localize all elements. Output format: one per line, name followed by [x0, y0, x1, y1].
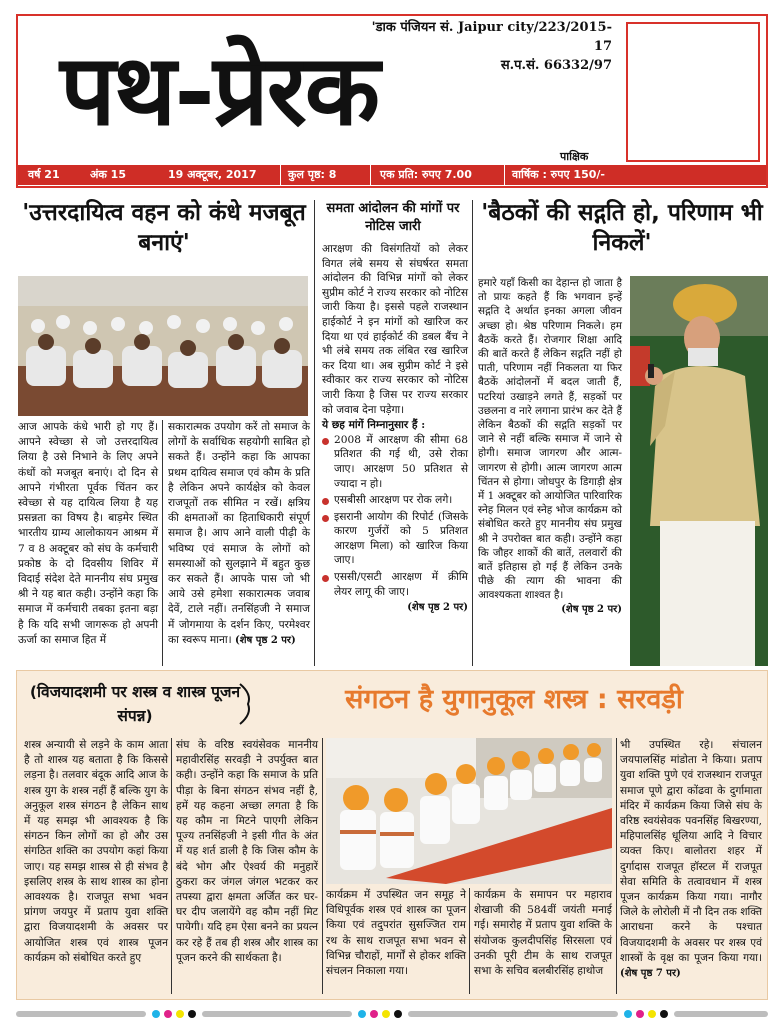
continued-link[interactable]: (शेष पृष्ठ 2 पर): [407, 602, 468, 614]
article4-headline: संगठन है युगानुकूल शस्त्र : सरवड़ी: [345, 684, 683, 715]
continued-link[interactable]: (शेष पृष्ठ 2 पर): [561, 603, 622, 615]
article4-column-3: कार्यक्रम में उपस्थित जन समूह ने विधिपूर्वक शस्त्र एवं शास्त्र का पूजन किया एवं तदुपरांत सुसज्जित राम रथ के साथ राजपूत सभा भवन से विभिन्न चौराहों, मार्गों से होकर शक्ति संचलन निकाला गया।: [326, 889, 466, 978]
continued-link[interactable]: (शेष पृष्ठ 2 पर): [234, 634, 296, 646]
periodicity-label: पाक्षिक: [560, 150, 589, 163]
article1-column-2-text: सकारात्मक उपयोग करें तो समाज के लोगों के सर्वाधिक सहयोगी साबित हो सकते हैं। उन्होंने कहा कि आपका प्रथम दायित्व समाज एवं कौम के प्रति है लेकिन अपने कार्यक्षेत्र को केवल राजपूतों तक सीमित न रखें। क्षत्रिय की क्षमताओं का हिताधिकारी संपूर्ण समाज है। आप आने वाली पीढ़ी के भविष्य एवं समाज के लोगों को समस्याओं को सुलझाने में बहुत कुछ कर सकते हैं। आपके पास जो भी आये उसे हमेशा सकारात्मक जवाब देवें, टाले नहीं। तनसिंहजी ने समाज में जोगमाया के दर्शन किए, परमेश्वर का स्वरूप माना।: [168, 421, 310, 646]
article2-headline: समता आंदोलन की मांगों पर नोटिस जारी: [326, 201, 460, 234]
article1-headline: 'उत्तरदायित्व वहन को कंधे मजबूत बनाएं': [22, 200, 306, 256]
divider: [370, 165, 371, 185]
article4-photo: [326, 738, 612, 884]
article4-column-1: शस्त्र अन्यायी से लड़ने के काम आता है तो शास्त्र यह बताता है कि किससे लड़ना है। तलवार बंदूक आदि आज के शस्त्र युग के शस्त्र नहीं हैं बल्कि युग के अनुकूल शस्त्र संगठन है लेकिन साथ में यह समझ भी आवश्यक है कि संगठन किन लोगों का हो और उस संगठित शक्ति का उपयोग कहां किया जाए। यह समझ शास्त्र से ही संभव है इसलिए शस्त्र के साथ शास्त्र का होना आवश्यक है। राजपूत सभा भवन प्रांगण जयपुर में प्रताप युवा शक्ति द्वारा विजयादशमी के अवसर पर आयोजित शस्त्र एवं शास्त्र पूजन कार्यक्रम को संबोधित करते हुए: [24, 739, 168, 964]
column-rule: [469, 888, 470, 994]
article4-column-4: कार्यक्रम के समापन पर महाराव शेखाजी की 584वीं जयंती मनाई गई। समारोह में प्रताप युवा शक्ति के संयोजक कुलदीपसिंह सिरसला एवं उनकी पूरी टीम के साथ राजपूत सभा के सचिव बलबीरसिंह हाथोज: [474, 889, 612, 978]
continued-link[interactable]: (शेष पृष्ठ 7 पर): [620, 968, 681, 980]
column-rule: [472, 200, 473, 666]
article3-headline: 'बैठकों की सद्गति हो, परिणाम भी निकलें': [481, 200, 763, 256]
newspaper-title: पथ-प्रेरक: [60, 33, 379, 148]
demand-item: एसबीसी आरक्षण पर रोक लगे।: [322, 493, 468, 508]
article4-subhead: (विजयादशमी पर शस्त्र व शास्त्र पूजन संपन्न): [29, 683, 241, 725]
issue-label: अंक 15: [90, 168, 126, 181]
divider: [280, 165, 281, 185]
column-rule: [314, 200, 315, 666]
annual-price-label: वार्षिक : रुपए 150/-: [512, 168, 605, 181]
article1-photo: [18, 276, 308, 416]
date-label: 19 अक्टूबर, 2017: [168, 168, 257, 181]
article3-text: हमारे यहाँ किसी का देहान्त हो जाता है तो प्रायः कहते हैं कि भगवान इन्हें सद्गति दे अर्थात इनका अगला जीवन अच्छा हो। श्रेष्ठ परिणाम निकले। हम बैठकें करते हैं। रोजगार शिक्षा आदि की बातें करते हैं लेकिन सद्गति नहीं हो पाती, परिणाम नहीं निकलता या फिर बैठकें आंदोलनों में बदल जाती हैं, पटरियां उखाड़ने लगते हैं, सड़कों पर उछलना व नारे लगाना प्रारंभ कर देते हैं लेकिन बैठकों की सद्गति सड़कों पर जाने से नहीं बल्कि समाज में जाने से होगी। समाज जागरण और आत्म-जागरण से होगी। आत्म जागरण आत्म चिंतन से होगा। जोधपुर के डिगाड़ी क्षेत्र में 1 अक्टूबर को आयोजित पारिवारिक स्नेह मिलन एवं स्नेह भोज कार्यक्रम को संबोधित करते हुए माननीय संघ प्रमुख श्री ने उपरोक्त बात कही। उन्होंने कहा कि जौहर शाकों की बातें, तलवारों की बातें इतिहास हो गई हैं लेकिन उनके पीछे की त्याग की भावना की आवश्यकता शाश्वत है।: [478, 277, 622, 602]
pages-label: कुल पृष्ठ: 8: [288, 168, 337, 181]
article1-column-1: आज आपके कंधे भारी हो गए हैं। आपने स्वेच्छा से जो उत्तरदायित्व लिया है उसे निभाने के लिए अपने कंधों को मजबूत बनाएं। दो दिन से आपने गंभीरता पूर्वक चिंतन कर स्वेच्छा से यह दायित्व लिया है यह प्रसन्नता का विषय है। बाड़मेर स्थित भारतीय ग्राम्य आलोकायन आश्रम में 7 व 8 अक्टूबर को संघ के कर्मचारी प्रकोष्ठ के दो दिवसीय शिविर में विदाई संदेश देते माननीय संघ प्रमुख श्री ने यह बात कही। उन्होंने कहा कि समाज में कर्मचारी तबका इतना बड़ा है कि यदि सभी जागरूक हो अपनी ऊर्जा का समाज हित में: [18, 421, 158, 646]
article3-body: [478, 276, 622, 617]
issue-info-bar: [18, 165, 766, 185]
ad-box: [626, 22, 760, 162]
demand-item: एससी/एसटी आरक्षण में क्रीमि लेयर लागू की जाए।: [322, 570, 468, 599]
article4-column-5: [620, 738, 762, 981]
column-rule: [322, 738, 323, 994]
print-registration-bar: [16, 1004, 768, 1014]
divider: [504, 165, 505, 185]
year-label: वर्ष 21: [28, 168, 60, 181]
column-rule: [171, 738, 172, 994]
demand-item: इसरानी आयोग की रिपोर्ट (जिसके कारण गुर्जरों को 5 प्रतिशत आरक्षण मिला) को खारिज किया जाए।: [322, 510, 468, 568]
postal-registration: 'डाक पंजियन सं. Jaipur city/223/2015-17 स.प.सं. 66332/97: [371, 20, 612, 73]
demands-heading: ये छह मांगें निम्नानुसार हैं :: [322, 419, 426, 432]
brace-decoration: [236, 682, 256, 726]
article1-column-2: [168, 420, 310, 648]
article3-photo: [630, 276, 768, 666]
article2-body: [322, 242, 468, 616]
demand-item: 2008 में आरक्षण की सीमा 68 प्रतिशत की गई थी, उसे रोका जाए। आरक्षण 50 प्रतिशत से ज्यादा न हो।: [322, 433, 468, 491]
column-rule: [616, 738, 617, 994]
column-rule: [162, 420, 163, 666]
single-price-label: एक प्रति: रुपए 7.00: [380, 168, 472, 181]
article4-column-5-text: भी उपस्थित रहे। संचालन जयपालसिंह मांडोता ने किया। प्रताप युवा शक्ति पुणे एवं राजस्थान राजपूत समाज पूणे द्वारा कोंढवा के दुर्गामाता मंदिर में कार्यक्रम किया जिसे संघ के वरिष्ठ स्वयंसेवक पवनसिंह बिखरण्या, महिपालसिंह धूलिया आदि ने विचार व्यक्त किए। बालोतरा शहर में दुर्गादास राजपूत हॉस्टल में राजपूत सेवा समिति के तत्वावधान में शस्त्र पूजन कार्यक्रम किया गया। नागौर जिले के लोरोली में नौ दिन तक शक्ति आराधना करने के पश्चात विजयादशमी के अवसर पर शस्त्र एवं शास्त्रों के वृक्ष का पूजन किया गया।: [620, 739, 762, 964]
article2-intro: आरक्षण की विसंगतियों को लेकर विगत लंबे समय से संघर्षरत समता आंदोलन की विभिन्न मांगों को लेकर सुप्रीम कोर्ट ने राज्य सरकार को नोटिस जारी किया है। इससे पहले राजस्थान हाईकोर्ट ने इन मांगों को खारिज कर दिया था एवं हाईकोर्ट की डबल बैंच ने भी लंबे समय तक लंबित रख खारिज कर दिया था। अब सुप्रीम कोर्ट ने इसे स्वीकार कर राज्य सरकार को नोटिस जारी किया है जिस पर राज्य सरकार को जवाब देना पड़ेगा।: [322, 243, 468, 416]
article4-column-2: संघ के वरिष्ठ स्वयंसेवक माननीय महावीरसिंह सरवड़ी ने उपर्युक्त बात कही। उन्होंने कहा कि समाज के प्रति पीड़ा के बिना संगठन संभव नहीं है, हमें यह कहना अच्छा लगता है कि यह कौम ना मिटने पाएगी लेकिन पूज्य तनसिंहजी ने इसी गीत के अंत में यह शर्त डाली है कि जिस कौम के बंदे भोग और ऐश्वर्य की मनुहारें ठुकरा कर जंगल जंगल भटकर कर तपस्या द्वारा क्षमता अर्जित कर घर-घर दीप जलायेंगे वह कौम नहीं मिट पायेगी। यदि हम ऐसा बनने का प्रयत्न कर रहे हैं तब ही शस्त्र और शास्त्र का पूजन करने की सार्थकता है।: [176, 739, 318, 964]
